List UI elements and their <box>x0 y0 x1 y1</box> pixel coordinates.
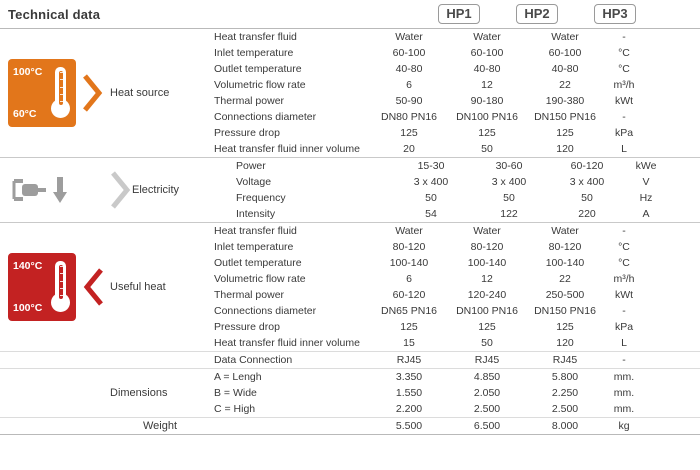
cell-value: 5.500 <box>395 420 423 432</box>
thermometer-orange-icon <box>8 59 76 127</box>
technical-data-table <box>0 29 700 435</box>
section-0 <box>0 29 700 157</box>
row-label: Intensity <box>236 208 276 220</box>
chevron-right-grey-icon <box>110 170 132 210</box>
table-row <box>210 125 700 141</box>
table-row <box>210 223 700 239</box>
table-bottom-divider <box>0 434 700 435</box>
table-row <box>210 271 700 287</box>
section-rows <box>210 223 700 351</box>
cell-value: 100-140 <box>467 257 507 269</box>
row-unit: V <box>642 176 650 188</box>
chevron-left-red-icon <box>82 267 104 307</box>
cell-value: 22 <box>559 79 571 91</box>
section-rows <box>210 29 700 157</box>
section-icon-cell <box>0 369 110 417</box>
row-unit: °C <box>618 63 630 75</box>
row-unit: °C <box>618 241 630 253</box>
cell-value: 5.800 <box>551 371 579 383</box>
cell-value: 250-500 <box>545 289 585 301</box>
cell-value: 60-120 <box>570 160 604 172</box>
row-label: Heat transfer fluid <box>214 225 297 237</box>
table-row <box>210 385 700 401</box>
row-label: A = Lengh <box>214 371 262 383</box>
cell-value: 125 <box>478 321 496 333</box>
cell-value: 40-80 <box>473 63 501 75</box>
cell-value: 12 <box>481 273 493 285</box>
cell-value: Water <box>395 31 423 43</box>
table-row <box>210 93 700 109</box>
thermometer-red-icon <box>8 253 76 321</box>
cell-value: Water <box>473 31 501 43</box>
cell-value: 190-380 <box>545 95 585 107</box>
cell-value: 15-30 <box>417 160 445 172</box>
cell-value: 3.350 <box>395 371 423 383</box>
row-label: Thermal power <box>214 289 285 301</box>
table-row <box>210 352 700 368</box>
row-unit: - <box>622 111 626 123</box>
cell-value: 6 <box>406 273 412 285</box>
cell-value: 22 <box>559 273 571 285</box>
row-unit: - <box>622 225 626 237</box>
row-label: Connections diameter <box>214 305 317 317</box>
table-row <box>210 255 700 271</box>
row-label: Voltage <box>236 176 272 188</box>
cell-value: 125 <box>478 127 496 139</box>
cell-value: 2.500 <box>473 403 501 415</box>
cell-value: 100-140 <box>389 257 429 269</box>
table-row <box>232 190 700 206</box>
row-unit: A <box>642 208 650 220</box>
section-label: Weight <box>142 420 178 432</box>
cell-value: 125 <box>400 127 418 139</box>
table-row <box>210 335 700 351</box>
section-rows <box>232 158 700 222</box>
cell-value: 90-180 <box>470 95 504 107</box>
cell-value: 60-120 <box>392 289 426 301</box>
column-header-hp3-label: HP3 <box>594 4 635 24</box>
section-icon-cell <box>0 29 110 157</box>
row-label: Inlet temperature <box>214 47 294 59</box>
row-label: Connections diameter <box>214 111 317 123</box>
row-unit: mm. <box>613 387 635 399</box>
column-header-hp1-label: HP1 <box>438 4 479 24</box>
column-header-hp2-label: HP2 <box>516 4 557 24</box>
cell-value: 120 <box>556 143 574 155</box>
page-title: Technical data <box>8 7 101 22</box>
table-row <box>210 109 700 125</box>
row-unit: L <box>621 337 627 349</box>
column-header-hp2 <box>498 4 576 26</box>
row-label: Outlet temperature <box>214 63 302 75</box>
row-unit: kg <box>618 420 630 432</box>
row-label: Pressure drop <box>214 321 280 333</box>
footer-spacer <box>0 465 700 470</box>
cell-value: 120 <box>556 337 574 349</box>
row-unit: m³/h <box>613 273 635 285</box>
row-label: C = High <box>214 403 256 415</box>
cell-value: 3 x 400 <box>491 176 527 188</box>
section-rows <box>210 352 700 368</box>
cell-value: 2.200 <box>395 403 423 415</box>
cell-value: 220 <box>578 208 596 220</box>
row-label: Data Connection <box>214 354 293 366</box>
row-unit: kPa <box>614 127 634 139</box>
cell-value: 54 <box>425 208 437 220</box>
cell-value: Water <box>473 225 501 237</box>
table-row <box>210 45 700 61</box>
section-5 <box>0 418 700 434</box>
section-label: Useful heat <box>110 281 166 293</box>
cell-value: 8.000 <box>551 420 579 432</box>
table-row <box>210 401 700 417</box>
row-label: Power <box>236 160 266 172</box>
table-row <box>210 77 700 93</box>
cell-value: 50 <box>481 337 493 349</box>
thermometer-temp-top: 100°C <box>13 66 43 78</box>
cell-value: 50 <box>581 192 593 204</box>
cell-value: 100-140 <box>545 257 585 269</box>
cell-value: 80-120 <box>548 241 582 253</box>
table-row <box>210 29 700 45</box>
row-label: Frequency <box>236 192 286 204</box>
section-label: Heat source <box>110 87 170 99</box>
section-3 <box>0 352 700 368</box>
cell-value: 2.050 <box>473 387 501 399</box>
row-label: Outlet temperature <box>214 257 302 269</box>
cell-value: Water <box>551 31 579 43</box>
cell-value: DN80 PN16 <box>380 111 438 123</box>
cell-value: 1.550 <box>395 387 423 399</box>
thermometer-temp-bottom: 60°C <box>13 108 37 120</box>
row-label: Pressure drop <box>214 127 280 139</box>
table-row <box>210 319 700 335</box>
row-label: Heat transfer fluid inner volume <box>214 143 360 155</box>
row-unit: - <box>622 31 626 43</box>
section-4 <box>0 369 700 417</box>
cell-value: DN150 PN16 <box>534 111 596 123</box>
row-label: Heat transfer fluid inner volume <box>214 337 360 349</box>
cell-value: 6 <box>406 79 412 91</box>
cell-value: 50-90 <box>395 95 423 107</box>
row-label: Heat transfer fluid <box>214 31 297 43</box>
section-icon-cell <box>0 158 132 222</box>
row-unit: - <box>622 354 626 366</box>
row-label: B = Wide <box>214 387 257 399</box>
row-label: Inlet temperature <box>214 241 294 253</box>
section-icon-cell <box>0 418 110 434</box>
table-header <box>0 0 700 26</box>
row-label: Volumetric flow rate <box>214 79 306 91</box>
cell-value: DN65 PN16 <box>380 305 438 317</box>
table-row <box>210 141 700 157</box>
cell-value: 15 <box>403 337 415 349</box>
cell-value: 60-100 <box>392 47 426 59</box>
section-label: Dimensions <box>110 387 168 399</box>
thermometer-temp-bottom: 100°C <box>13 302 43 314</box>
section-label-cell <box>110 369 210 417</box>
thermometer-temp-top: 140°C <box>13 260 43 272</box>
row-unit: °C <box>618 47 630 59</box>
section-1 <box>0 158 700 222</box>
row-unit: mm. <box>613 403 635 415</box>
table-row <box>210 303 700 319</box>
cell-value: 60-100 <box>548 47 582 59</box>
row-unit: mm. <box>613 371 635 383</box>
cell-value: 125 <box>556 321 574 333</box>
section-icon-cell <box>0 223 110 351</box>
section-icon-cell <box>0 352 110 368</box>
section-rows <box>210 418 700 434</box>
cell-value: 122 <box>500 208 518 220</box>
row-unit: - <box>622 305 626 317</box>
column-header-hp1 <box>420 4 498 26</box>
cell-value: 40-80 <box>551 63 579 75</box>
cell-value: 3 x 400 <box>569 176 605 188</box>
chevron-right-orange-icon <box>82 73 104 113</box>
arrow-down-icon <box>52 175 68 205</box>
row-unit: Hz <box>639 192 653 204</box>
cell-value: DN150 PN16 <box>534 305 596 317</box>
cell-value: 60-100 <box>470 47 504 59</box>
row-unit: kWt <box>614 289 634 301</box>
cell-value: 12 <box>481 79 493 91</box>
table-row <box>232 174 700 190</box>
row-unit: L <box>621 143 627 155</box>
cell-value: 80-120 <box>470 241 504 253</box>
cell-value: RJ45 <box>552 354 578 366</box>
cell-value: 4.850 <box>473 371 501 383</box>
table-row <box>210 287 700 303</box>
cell-value: Water <box>551 225 579 237</box>
cell-value: 80-120 <box>392 241 426 253</box>
column-header-hp3 <box>576 4 654 26</box>
section-label-cell <box>110 352 210 368</box>
table-row <box>210 61 700 77</box>
section-label-cell <box>110 418 210 434</box>
cell-value: 20 <box>403 143 415 155</box>
cell-value: DN100 PN16 <box>456 305 518 317</box>
row-unit: m³/h <box>613 79 635 91</box>
cell-value: 125 <box>556 127 574 139</box>
section-2 <box>0 223 700 351</box>
row-label: Volumetric flow rate <box>214 273 306 285</box>
table-row <box>210 418 700 434</box>
cell-value: 2.500 <box>551 403 579 415</box>
row-unit: kWt <box>614 95 634 107</box>
section-label-cell <box>110 29 210 157</box>
cell-value: 120-240 <box>467 289 507 301</box>
power-plug-grey-icon <box>8 168 104 212</box>
cell-value: 125 <box>400 321 418 333</box>
cell-value: 6.500 <box>473 420 501 432</box>
thermometer-temp-labels <box>8 59 48 127</box>
cell-value: 50 <box>425 192 437 204</box>
cell-value: RJ45 <box>474 354 500 366</box>
cell-value: 50 <box>481 143 493 155</box>
cell-value: DN100 PN16 <box>456 111 518 123</box>
table-row <box>232 158 700 174</box>
cell-value: 50 <box>503 192 515 204</box>
thermometer-graphic <box>48 59 74 127</box>
row-unit: °C <box>618 257 630 269</box>
cell-value: 3 x 400 <box>413 176 449 188</box>
cell-value: Water <box>395 225 423 237</box>
thermometer-temp-labels <box>8 253 48 321</box>
cell-value: 2.250 <box>551 387 579 399</box>
row-unit: kWe <box>635 160 657 172</box>
row-unit: kPa <box>614 321 634 333</box>
section-label-cell <box>110 223 210 351</box>
cell-value: 40-80 <box>395 63 423 75</box>
section-label-cell <box>132 158 232 222</box>
cell-value: 30-60 <box>495 160 523 172</box>
table-row <box>232 206 700 222</box>
row-label: Thermal power <box>214 95 285 107</box>
table-row <box>210 239 700 255</box>
cell-value: RJ45 <box>396 354 422 366</box>
thermometer-graphic <box>48 253 74 321</box>
table-row <box>210 369 700 385</box>
section-label: Electricity <box>132 184 180 196</box>
section-rows <box>210 369 700 417</box>
